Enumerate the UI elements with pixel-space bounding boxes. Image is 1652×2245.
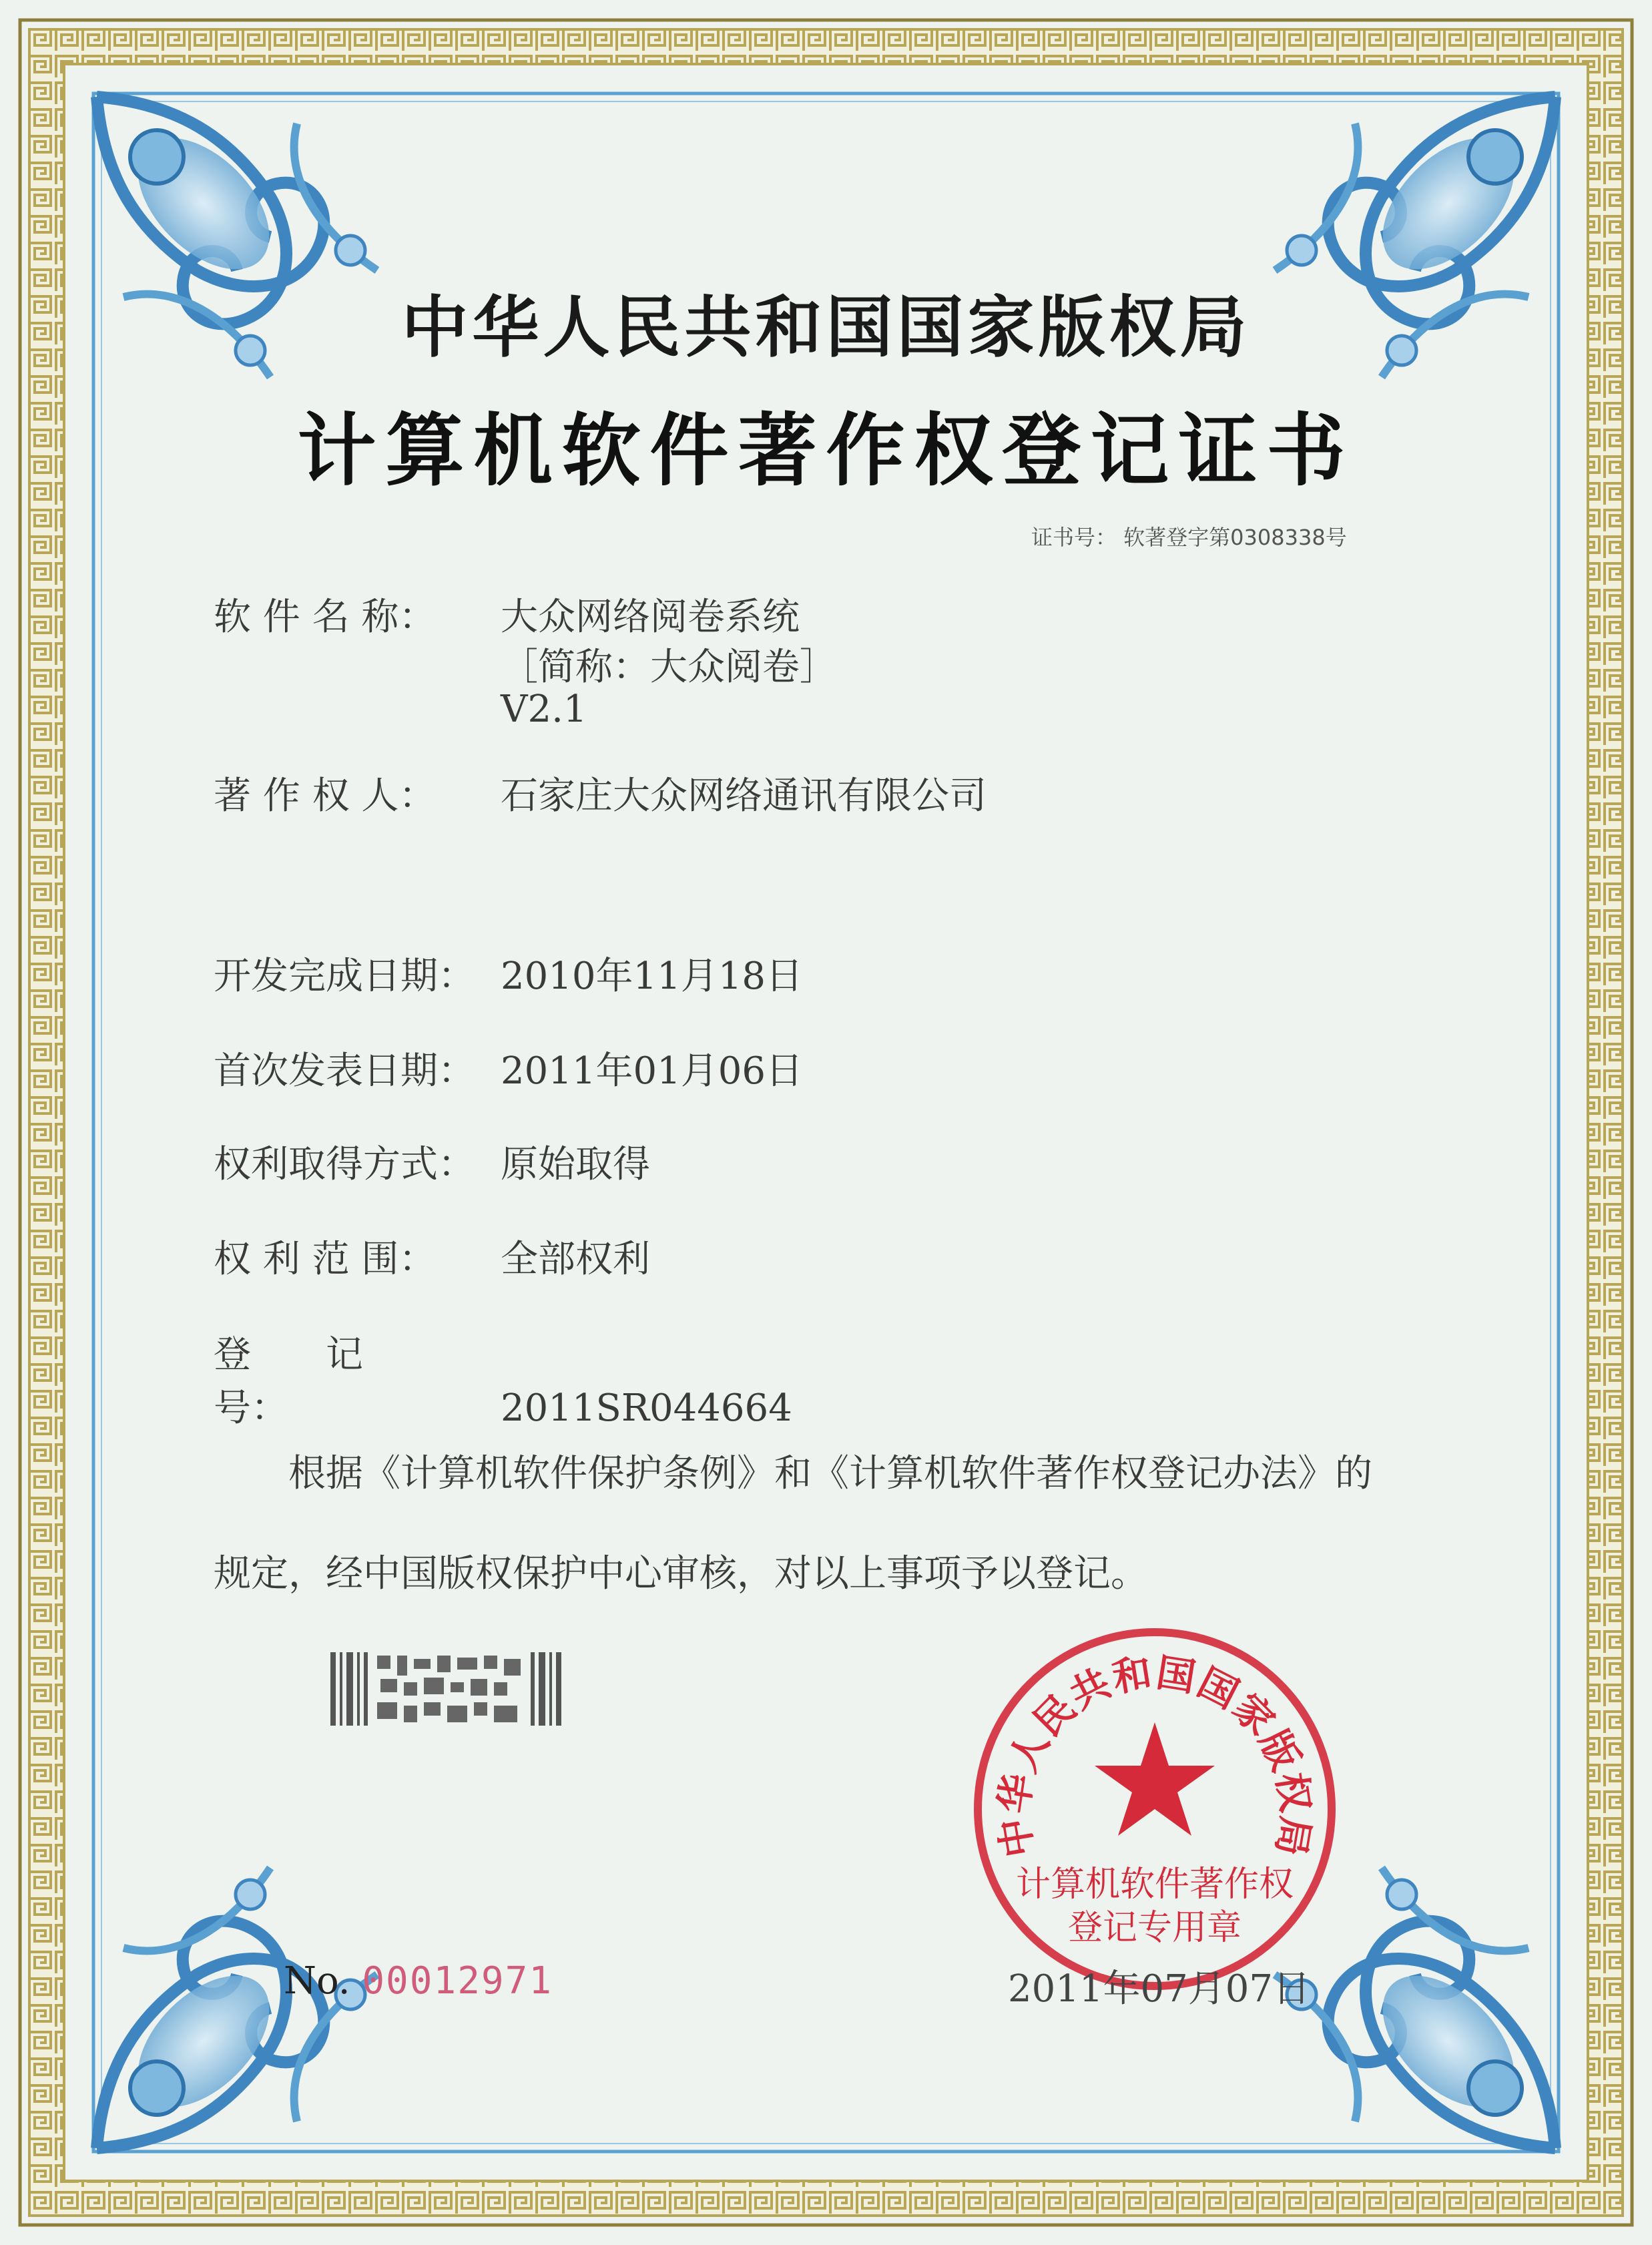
field-value: V2.1: [501, 688, 587, 731]
seal-inner-line-2: 登记专用章: [1067, 1908, 1242, 1948]
seal-star-icon: [1095, 1722, 1215, 1836]
field-rights-scope: [214, 1230, 650, 1283]
certificate-title: 计算机软件著作权登记证书: [297, 404, 1355, 497]
field-software-name: [214, 587, 800, 641]
field-short-name: [214, 638, 837, 691]
serial-value: 00012971: [362, 1959, 553, 2003]
field-acquisition-method: [214, 1135, 650, 1188]
field-value: 大众网络阅卷系统: [501, 595, 800, 639]
field-version: [214, 688, 587, 731]
field-copyright-owner: [214, 766, 987, 820]
serial-prefix: No.: [284, 1959, 350, 2003]
certificate-number: 证书号： 软著登字第0308338号: [1031, 525, 1347, 550]
field-publication-date: [214, 1041, 803, 1095]
field-label: 权利取得方式：: [214, 1143, 475, 1186]
statement-line-1: 根据《计算机软件保护条例》和《计算机软件著作权登记办法》的: [214, 1452, 1372, 1495]
field-value: 石家庄大众网络通讯有限公司: [501, 774, 987, 818]
field-registration-number: [214, 1325, 792, 1432]
field-value: 2011年01月06日: [501, 1049, 804, 1093]
seal-inner-line-1: 计算机软件著作权: [1015, 1864, 1294, 1905]
statement-line-2: 规定，经中国版权保护中心审核，对以上事项予以登记。: [214, 1552, 1148, 1595]
field-value: ［简称：大众阅卷］: [501, 646, 837, 689]
field-label: 权 利 范 围：: [214, 1238, 437, 1281]
field-label: 登 记 号：: [214, 1333, 438, 1430]
field-label: 软 件 名 称：: [214, 595, 437, 639]
field-label: 著 作 权 人：: [214, 774, 437, 818]
field-value: 全部权利: [501, 1238, 650, 1281]
field-development-date: [214, 947, 803, 1000]
field-value: 2011SR044664: [501, 1387, 792, 1430]
corner-ornament-bottom-left: [97, 1868, 377, 2148]
seal-outer-text: 中华人民共和国国家版权局: [991, 1650, 1319, 1861]
official-seal: [968, 1622, 1342, 1996]
field-value: 2010年11月18日: [501, 955, 804, 998]
field-label: 开发完成日期：: [214, 955, 475, 998]
field-value: 原始取得: [501, 1143, 650, 1186]
field-label: 首次发表日期：: [214, 1049, 475, 1093]
serial-number: [284, 1959, 553, 2003]
barcode-image: [330, 1652, 564, 1726]
issuer-title: 中华人民共和国国家版权局: [401, 288, 1251, 366]
issue-date: 2011年07月07日: [1008, 1967, 1311, 2011]
